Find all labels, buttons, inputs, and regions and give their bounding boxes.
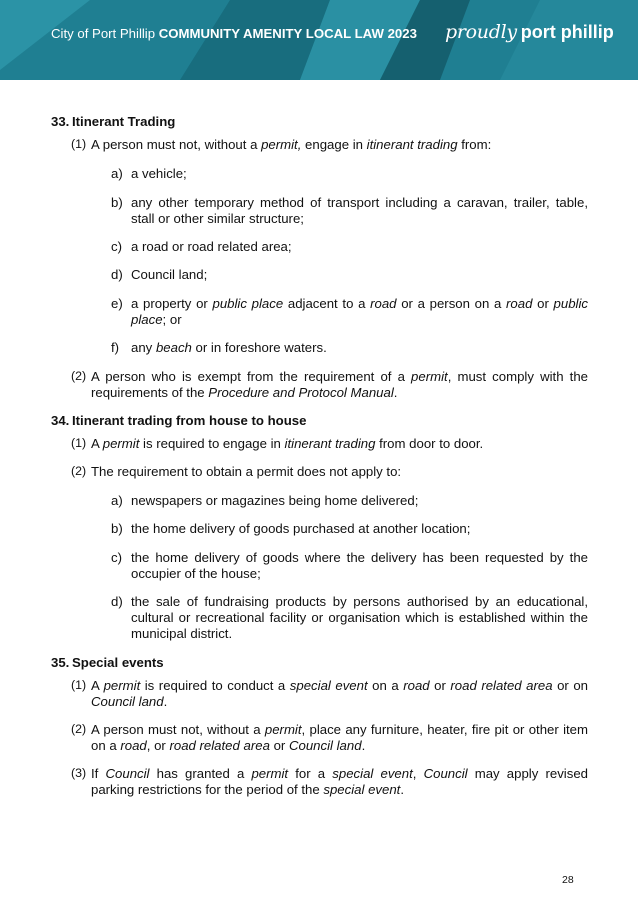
item-33-d-label: d) [111, 267, 123, 282]
section-35-title: Special events [72, 655, 164, 670]
item-34-c-label: c) [111, 550, 122, 565]
item-33-a-text: a vehicle; [131, 166, 187, 181]
item-33-d-text: Council land; [131, 267, 208, 282]
page-number: 28 [562, 874, 574, 886]
item-33-a-label: a) [111, 166, 123, 181]
clause-33-2-number: (2) [71, 369, 87, 383]
clause-35-1-text: A permit is required to conduct a special event on a road or road related area or on Council land. [91, 678, 588, 709]
item-34-c-text: the home delivery of goods where the delivery has been requested by the occupier of the house; [131, 550, 588, 581]
item-34-d-label: d) [111, 594, 123, 609]
logo-script-text: proudly [445, 21, 517, 43]
clause-33-1-text: A person must not, without a permit, engage in itinerant trading from: [91, 137, 492, 152]
clause-33-2-text: A person who is exempt from the requirement of a permit, must comply with the requirements of the Procedure and Protocol Manual. [91, 369, 588, 400]
logo-bold-text: port phillip [520, 22, 614, 42]
item-34-a-label: a) [111, 493, 123, 508]
section-33-title: Itinerant Trading [72, 114, 176, 129]
section-34-title: Itinerant trading from house to house [72, 413, 307, 428]
clause-34-1-text: A permit is required to engage in itinerant trading from door to door. [91, 436, 484, 451]
clause-35-3-text: If Council has granted a permit for a special event, Council may apply revised parking restrictions for the period of the special event. [91, 766, 589, 797]
section-34-number: 34. [51, 413, 70, 428]
clause-33-1-number: (1) [71, 137, 87, 151]
item-33-b-text: any other temporary method of transport including a caravan, trailer, table, stall or other similar structure; [131, 195, 588, 226]
proudly-port-phillip-logo [445, 21, 614, 43]
section-33-number: 33. [51, 114, 70, 129]
item-33-c-text: a road or road related area; [131, 239, 292, 254]
item-33-e-label: e) [111, 296, 123, 311]
clause-35-1-number: (1) [71, 678, 87, 692]
clause-35-3-number: (3) [71, 766, 87, 780]
item-33-b-label: b) [111, 195, 123, 210]
document-title: City of Port Phillip COMMUNITY AMENITY LOCAL LAW 2023 [51, 26, 417, 41]
item-34-b-label: b) [111, 521, 123, 536]
item-33-e-text: a property or public place adjacent to a road or a person on a road or public place; or [131, 296, 588, 327]
header-banner [0, 0, 638, 80]
item-33-f-label: f) [111, 340, 120, 355]
item-34-d-text: the sale of fundraising products by persons authorised by an educational, cultural or recreational facility or organisation which is established within the municipal district. [131, 594, 588, 641]
item-34-a-text: newspapers or magazines being home delivered; [131, 493, 419, 508]
item-33-f-text: any beach or in foreshore waters. [131, 340, 327, 355]
clause-34-2-text: The requirement to obtain a permit does not apply to: [91, 464, 402, 479]
clause-34-1-number: (1) [71, 436, 87, 450]
clause-35-2-number: (2) [71, 722, 87, 736]
section-35-number: 35. [51, 655, 70, 670]
item-33-c-label: c) [111, 239, 122, 254]
clause-34-2-number: (2) [71, 464, 87, 478]
clause-35-2-text: A person must not, without a permit, place any furniture, heater, fire pit or other item on a road, or road related area or Council land. [91, 722, 588, 753]
item-34-b-text: the home delivery of goods purchased at another location; [131, 521, 471, 536]
